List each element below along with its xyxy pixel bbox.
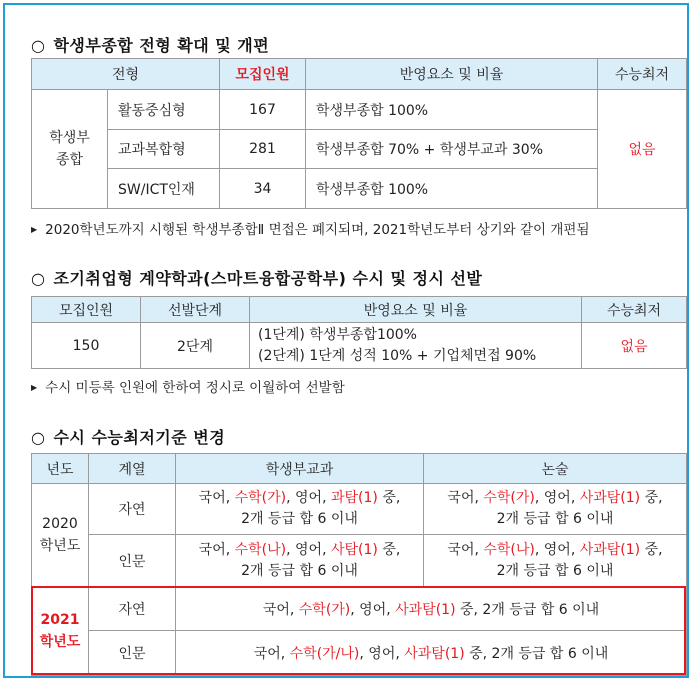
criteria-line: 국어, 수학(나), 영어, 사탐(1) 중, — [198, 541, 401, 558]
count-cell: 281 — [220, 130, 306, 169]
type-cell: 교과복합형 — [108, 130, 220, 169]
stage-2-line: (2단계) 1단계 성적 10% + 기업체면접 90% — [258, 347, 537, 364]
merged-criteria-cell: 국어, 수학(가), 영어, 사과탐(1) 중, 2개 등급 합 6 이내 — [176, 587, 687, 631]
count-cell: 34 — [220, 169, 306, 209]
circle-bullet-icon: ○ — [31, 269, 46, 288]
circle-bullet-icon: ○ — [31, 428, 46, 447]
header-count: 모집인원 — [220, 59, 306, 90]
table-3 — [31, 453, 687, 676]
criteria-line: 국어, 수학(가), 영어, 과탐(1) 중, — [198, 490, 401, 506]
stage-cell: 2단계 — [141, 323, 250, 369]
count-cell: 167 — [220, 90, 306, 130]
section-3-title-text: 수시 수능최저기준 변경 — [53, 428, 226, 447]
track-cell: 인문 — [89, 631, 176, 676]
criteria-line: 2개 등급 합 6 이내 — [496, 562, 614, 579]
triangle-bullet-icon: ▶ — [31, 383, 38, 392]
section-2-title-text: 조기취업형 계약학과(스마트융합공학부) 수시 및 정시 선발 — [53, 269, 483, 288]
criteria-line: 2개 등급 합 6 이내 — [241, 562, 358, 579]
min-cell: 없음 — [582, 323, 687, 369]
criteria-line: 2개 등급 합 6 이내 — [241, 511, 358, 527]
header-ratio: 반영요소 및 비율 — [250, 297, 582, 323]
section-1-title — [31, 33, 269, 56]
gpa-criteria-cell — [176, 484, 424, 535]
year-2020-cell: 2020 학년도 — [32, 484, 89, 587]
note-2-text: 수시 미등록 인원에 한하여 정시로 이월하여 선발함 — [45, 380, 345, 396]
header-track: 계열 — [89, 454, 176, 484]
table-2 — [31, 296, 687, 369]
note-1 — [31, 218, 590, 238]
header-essay: 논술 — [424, 454, 687, 484]
merged-criteria-cell: 국어, 수학(가/나), 영어, 사과탐(1) 중, 2개 등급 합 6 이내 — [176, 631, 687, 676]
section-2-title — [31, 266, 482, 289]
header-stage: 선발단계 — [141, 297, 250, 323]
note-1-text: 2020학년도까지 시행된 학생부종합Ⅱ 면접은 폐지되며, 2021학년도부터 상기와 같이 개편됨 — [45, 222, 590, 238]
header-ratio: 반영요소 및 비율 — [306, 59, 598, 90]
section-3-title — [31, 425, 225, 448]
criteria-line: 2개 등급 합 6 이내 — [496, 511, 614, 527]
header-year: 년도 — [32, 454, 89, 484]
circle-bullet-icon: ○ — [31, 36, 46, 55]
ratio-cell: 학생부종합 100% — [306, 90, 598, 130]
gpa-criteria-cell — [176, 535, 424, 587]
header-min: 수능최저 — [598, 59, 687, 90]
ratio-cell: 학생부종합 100% — [306, 169, 598, 209]
note-2 — [31, 376, 345, 396]
year-2021-cell: 2021 학년도 — [32, 587, 89, 676]
table-1 — [31, 58, 687, 209]
type-cell: 활동중심형 — [108, 90, 220, 130]
group-cell: 학생부 종합 — [32, 90, 108, 209]
header-type: 전형 — [32, 59, 220, 90]
track-cell: 자연 — [89, 484, 176, 535]
ratio-cell — [250, 323, 582, 369]
criteria-line: 국어, 수학(가), 영어, 사과탐(1) 중, — [447, 490, 663, 506]
essay-criteria-cell — [424, 535, 687, 587]
count-cell: 150 — [32, 323, 141, 369]
track-cell: 자연 — [89, 587, 176, 631]
triangle-bullet-icon: ▶ — [31, 225, 38, 234]
criteria-line: 국어, 수학(나), 영어, 사과탐(1) 중, — [447, 541, 663, 558]
track-cell: 인문 — [89, 535, 176, 587]
section-1-title-text: 학생부종합 전형 확대 및 개편 — [53, 36, 270, 55]
header-min: 수능최저 — [582, 297, 687, 323]
stage-1-line: (1단계) 학생부종합100% — [258, 326, 417, 343]
header-count: 모집인원 — [32, 297, 141, 323]
min-cell: 없음 — [598, 90, 687, 209]
essay-criteria-cell — [424, 484, 687, 535]
header-gpa: 학생부교과 — [176, 454, 424, 484]
type-cell: SW/ICT인재 — [108, 169, 220, 209]
ratio-cell: 학생부종합 70% + 학생부교과 30% — [306, 130, 598, 169]
